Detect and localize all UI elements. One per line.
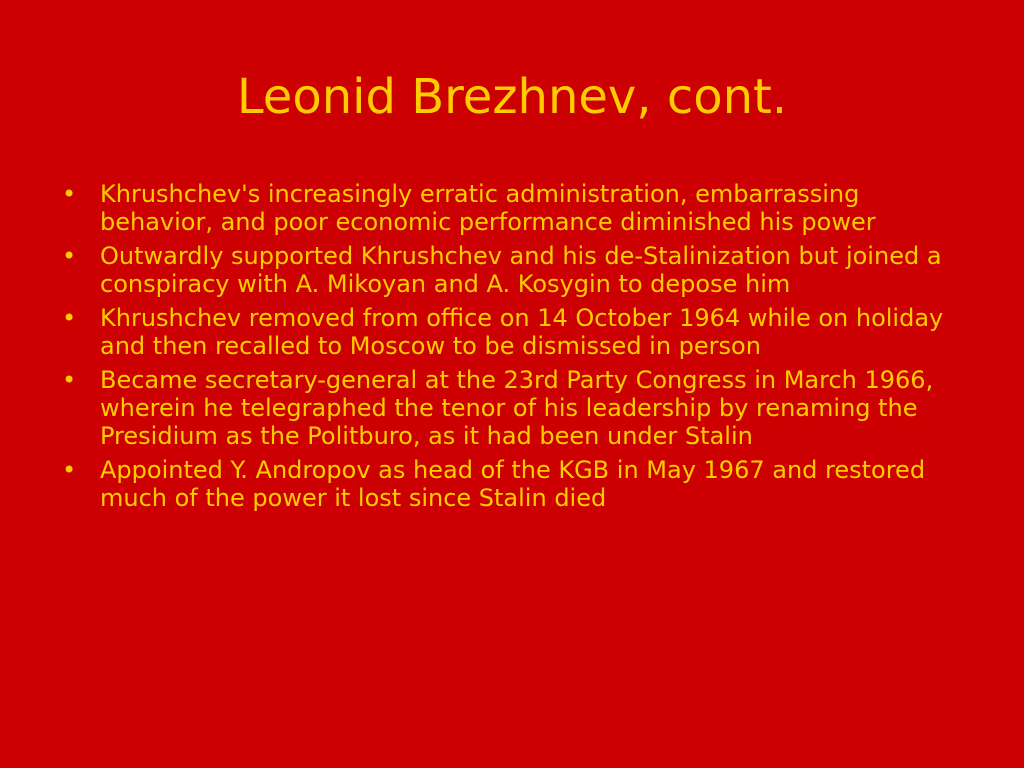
- bullet-text: Became secretary-general at the 23rd Party Congress in March 1966, wherein he telegraphed the tenor of his leadership by renaming the Presidium as the Politburo, as it had been under Stalin: [100, 366, 934, 450]
- bullet-text: Khrushchev removed from office on 14 October 1964 while on holiday and then recalled to Moscow to be dismissed in person: [100, 304, 944, 360]
- bullet-text: Outwardly supported Khrushchev and his de-Stalinization but joined a conspiracy with A. Mikoyan and A. Kosygin to depose him: [100, 242, 942, 298]
- bullet-list: [62, 180, 962, 518]
- bullet-text: Khrushchev's increasingly erratic administration, embarrassing behavior, and poor economic performance diminished his power: [100, 180, 876, 236]
- slide-title: Leonid Brezhnev, cont.: [236, 69, 788, 125]
- bullet-icon: •: [62, 242, 77, 270]
- bullet-icon: •: [62, 180, 77, 208]
- bullet-icon: •: [62, 456, 77, 484]
- bullet-item: [62, 242, 962, 298]
- bullet-icon: •: [62, 304, 77, 332]
- bullet-item: [62, 456, 962, 512]
- bullet-text: Appointed Y. Andropov as head of the KGB in May 1967 and restored much of the power it lost since Stalin died: [100, 456, 926, 512]
- bullet-icon: •: [62, 366, 77, 394]
- bullet-item: [62, 304, 962, 360]
- bullet-item: [62, 180, 962, 236]
- bullet-item: [62, 366, 962, 450]
